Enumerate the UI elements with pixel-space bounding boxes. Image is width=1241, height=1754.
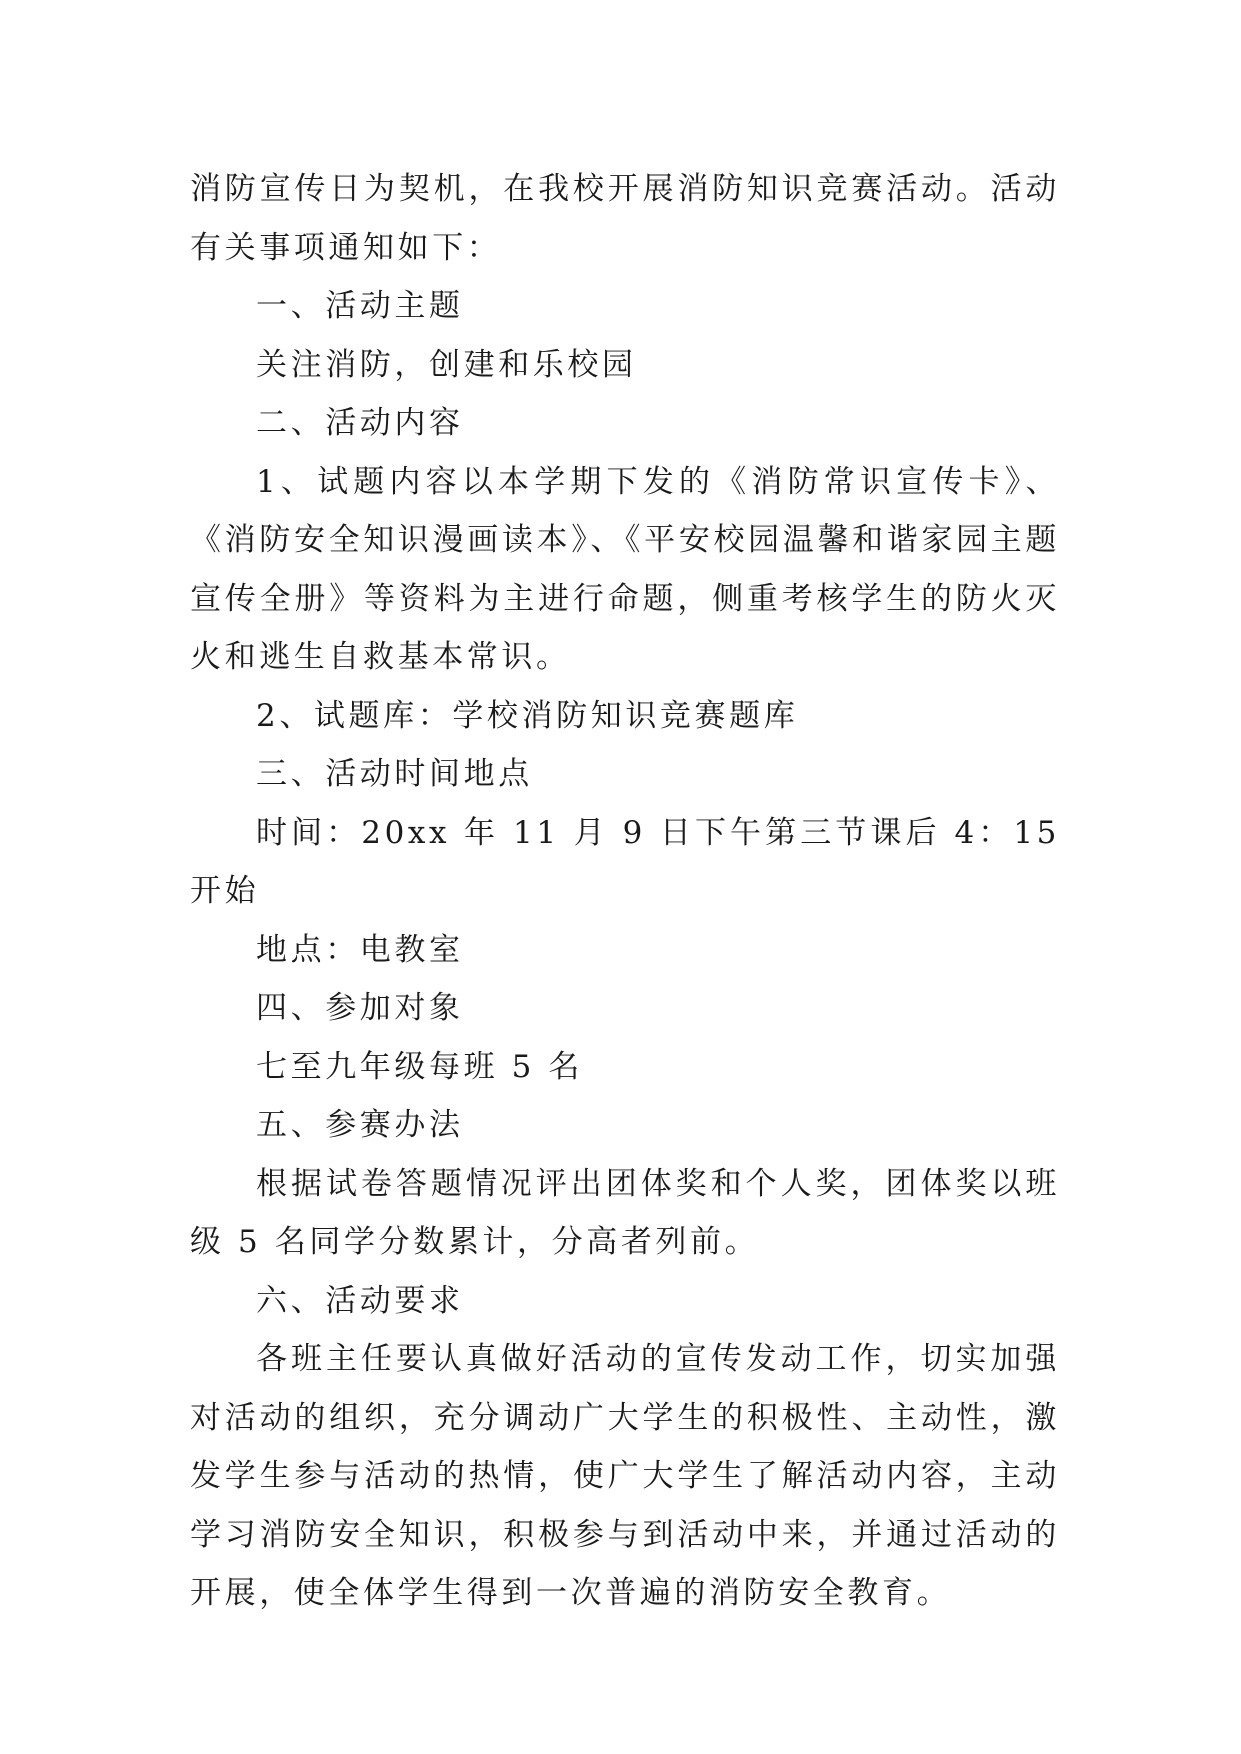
- paragraph-requirements: 各班主任要认真做好活动的宣传发动工作，切实加强对活动的组织，充分调动广大学生的积极性、主动性，激发学生参与活动的热情，使广大学生了解活动内容，主动学习消防安全知识，积极参与到活动中来，并通过活动的开展，使全体学生得到一次普遍的消防安全教育。: [190, 1341, 1060, 1611]
- paragraph-content-item-1: 1、试题内容以本学期下发的《消防常识宣传卡》、《消防安全知识漫画读本》、《平安校园温馨和谐家园主题宣传全册》等资料为主进行命题，侧重考核学生的防火灭火和逃生自救基本常识。: [190, 463, 1060, 675]
- heading-requirements: 六、活动要求: [256, 1282, 464, 1319]
- paragraph-theme: 关注消防，创建和乐校园: [256, 346, 637, 383]
- paragraph-intro-continued: 消防宣传日为契机，在我校开展消防知识竞赛活动。活动有关事项通知如下：: [190, 171, 1060, 266]
- paragraph-content-item-2: 2、试题库：学校消防知识竞赛题库: [256, 697, 799, 734]
- heading-activity-content: 二、活动内容: [256, 405, 464, 441]
- document-body: [190, 160, 1060, 1623]
- heading-activity-theme: 一、活动主题: [256, 288, 464, 324]
- paragraph-contest-method: 根据试卷答题情况评出团体奖和个人奖，团体奖以班级 5 名同学分数累计，分高者列前。: [190, 1165, 1060, 1260]
- paragraph-participants: 七至九年级每班 5 名: [256, 1048, 584, 1085]
- heading-contest-method: 五、参赛办法: [256, 1107, 464, 1143]
- paragraph-place: 地点：电教室: [256, 931, 464, 968]
- heading-participants: 四、参加对象: [256, 990, 464, 1026]
- paragraph-time: 时间：20xx 年 11 月 9 日下午第三节课后 4：15 开始: [190, 814, 1060, 909]
- heading-time-place: 三、活动时间地点: [256, 756, 533, 792]
